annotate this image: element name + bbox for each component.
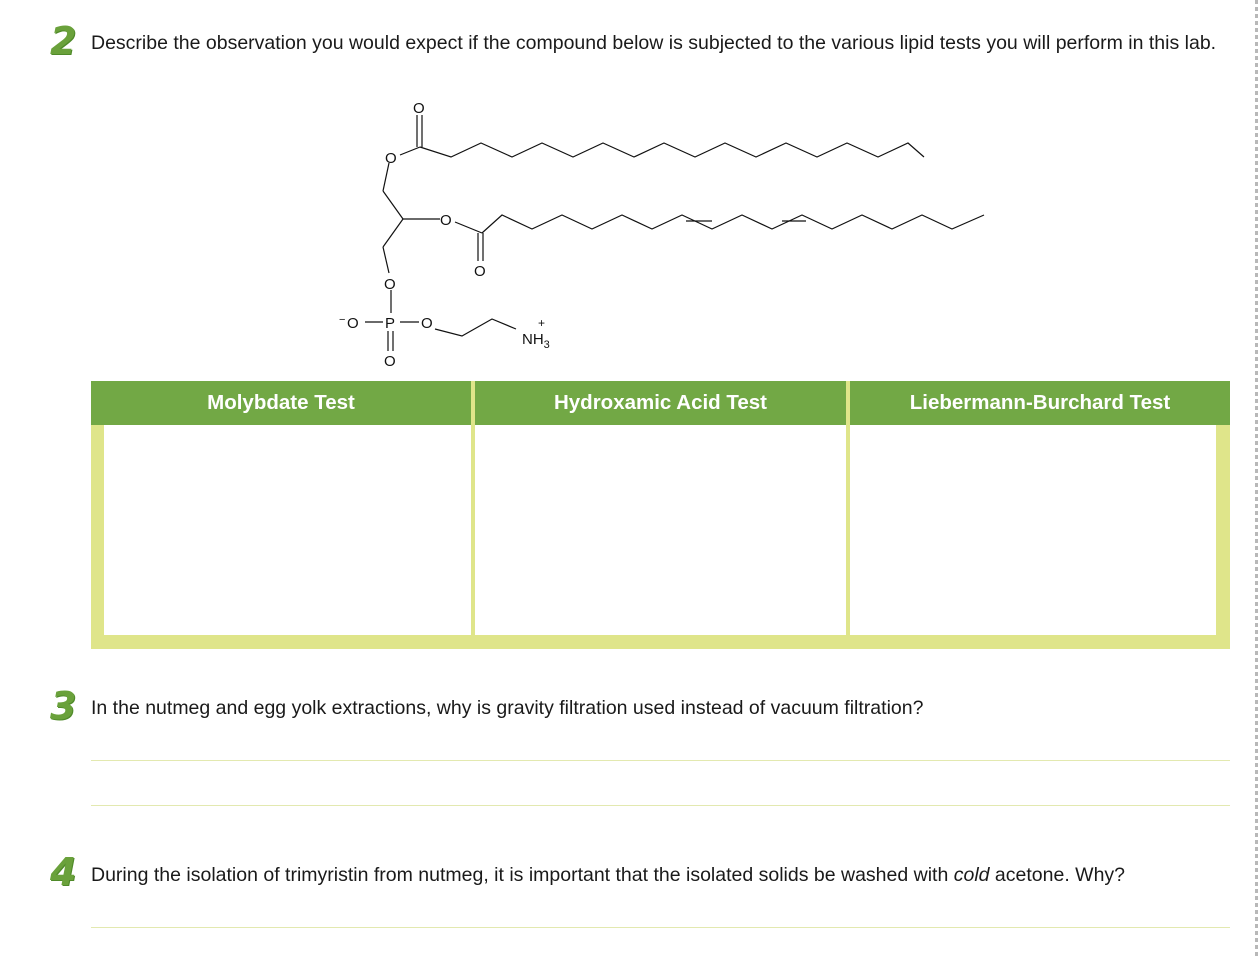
amine-nh: $NH_3$ (522, 331, 550, 351)
atom-o-ester2: O (440, 212, 452, 229)
atom-o-top: O (413, 100, 425, 117)
answer-line[interactable] (91, 760, 1230, 761)
question-3-text: In the nutmeg and egg yolk extractions, why is gravity filtration used instead of vacuum filtration? (91, 697, 924, 719)
atom-o-minus: O (347, 315, 359, 332)
answer-line[interactable] (91, 927, 1230, 928)
question-4-text: During the isolation of trimyristin from nutmeg, it is important that the isolated solids be washed with cold acetone. Why? (91, 864, 1126, 886)
structure-atoms (339, 100, 550, 370)
atom-o-ester1: O (385, 150, 397, 167)
atom-o-phosphate-bottom: O (384, 353, 396, 370)
structure-bonds (365, 115, 984, 351)
plus-sign: + (538, 316, 546, 330)
header-liebermann-burchard-test: Liebermann-Burchard Test (850, 381, 1230, 425)
answer-line[interactable] (91, 805, 1230, 806)
header-hydroxamic-acid-test: Hydroxamic Acid Test (475, 381, 846, 425)
header-molybdate-test: Molybdate Test (91, 381, 471, 425)
minus-sign: − (339, 314, 346, 326)
atom-o-phosphate-top: O (384, 276, 396, 293)
question-2-text: Describe the observation you would expect if the compound below is subjected to the various lipid tests you will perform in this lab. (91, 32, 1217, 54)
answer-cell-molybdate[interactable] (104, 425, 471, 635)
atom-p: P (385, 315, 396, 332)
phospholipid-structure (330, 95, 1000, 375)
atom-o-carbonyl2: O (474, 263, 486, 280)
answer-cell-liebermann[interactable] (850, 425, 1216, 635)
atom-o-phosphate-right: O (421, 315, 433, 332)
question-3-number: 3 (50, 684, 77, 728)
answer-cell-hydroxamic[interactable] (475, 425, 846, 635)
lipid-test-table (91, 381, 1230, 649)
question-4-number: 4 (50, 850, 77, 894)
question-2-number: 2 (50, 19, 77, 63)
